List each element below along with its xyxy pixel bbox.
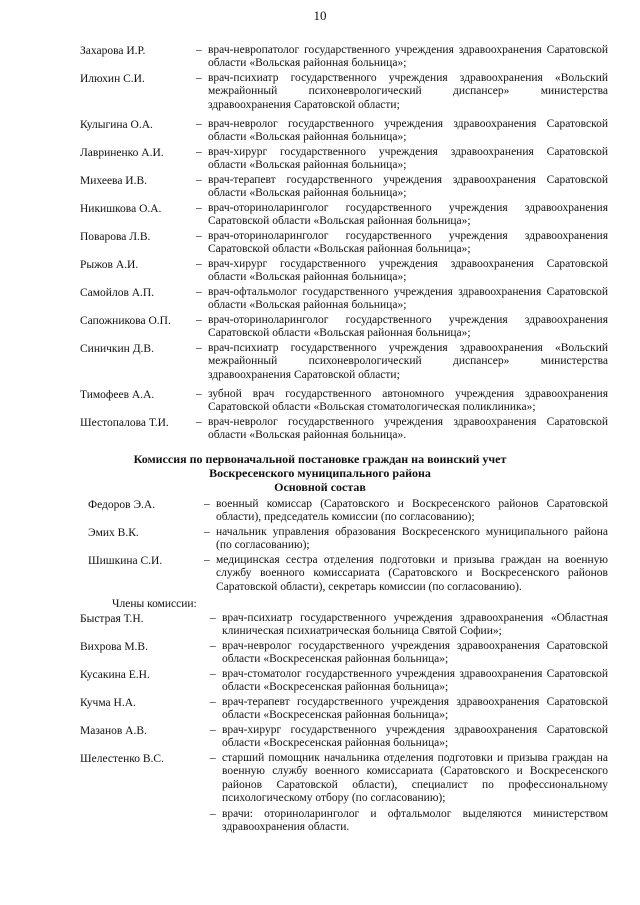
member-name: Федоров Э.А. — [88, 499, 156, 511]
list-item — [0, 388, 640, 415]
list-item — [0, 230, 640, 257]
member-name: Сапожникова О.П. — [80, 315, 171, 327]
member-name: Тимофеев А.А. — [80, 389, 155, 401]
member-role: врач-хирург государственного учреждения здравоохранения Саратовской области «Вольская районная больница»; — [208, 146, 608, 172]
member-name: Вихрова М.В. — [80, 641, 148, 653]
commission-title: Комиссия по первоначальной постановке граждан на воинский учет — [133, 452, 507, 466]
member-role: врач-психиатр государственного учреждения здравоохранения «Вольский межрайонный психоневрологический диспансер» министерства здравоохранения Саратовской области; — [208, 342, 608, 381]
member-name: Кусакина Е.Н. — [80, 669, 150, 681]
dash-marker: – — [204, 498, 210, 510]
main-composition-heading: Основной состав — [274, 480, 366, 494]
member-name: Захарова И.Р. — [80, 45, 146, 57]
dash-marker: – — [196, 416, 202, 428]
dash-marker: – — [196, 44, 202, 56]
member-role: врач-хирург государственного учреждения здравоохранения Саратовской области «Воскресенская районная больница»; — [222, 724, 608, 750]
dash-marker: – — [196, 314, 202, 326]
member-role: врач-невролог государственного учреждения здравоохранения Саратовской области «Воскресенская районная больница»; — [222, 640, 608, 666]
member-role: врач-оториноларинголог государственного учреждения здравоохранения Саратовской области «Вольская районная больница»; — [208, 314, 608, 340]
member-role: врач-оториноларинголог государственного учреждения здравоохранения Саратовской области «Вольская районная больница»; — [208, 230, 608, 256]
dash-marker: – — [210, 752, 216, 764]
list-item — [0, 752, 640, 806]
list-item — [0, 640, 640, 667]
dash-marker: – — [210, 696, 216, 708]
dash-marker: – — [210, 668, 216, 680]
member-name: Илюхин С.И. — [80, 73, 145, 85]
dash-marker: – — [204, 526, 210, 538]
member-role: врач-невролог государственного учреждения здравоохранения Саратовской области «Вольская районная больница»; — [208, 118, 608, 144]
member-name: Михеева И.В. — [80, 175, 148, 187]
member-name: Кучма Н.А. — [80, 697, 136, 709]
dash-marker: – — [210, 724, 216, 736]
dash-marker: – — [196, 146, 202, 158]
member-role: врач-хирург государственного учреждения здравоохранения Саратовской области «Вольская районная больница»; — [208, 258, 608, 284]
member-name: Никишкова О.А. — [80, 203, 162, 215]
dash-marker: – — [204, 554, 210, 566]
member-name: Рыжов А.И. — [80, 259, 139, 271]
member-role: врач-невропатолог государственного учреждения здравоохранения Саратовской области «Вольская районная больница»; — [208, 44, 608, 70]
member-name: Кулыгина О.А. — [80, 119, 153, 131]
member-name: Лавриненко А.И. — [80, 147, 164, 159]
member-name: Эмих В.К. — [88, 527, 139, 539]
member-name: Шелестенко В.С. — [80, 753, 164, 765]
final-note: врачи: оториноларинголог и офтальмолог выделяются министерством здравоохранения области. — [222, 808, 608, 834]
member-role: врач-психиатр государственного учреждения здравоохранения «Областная клиническая психиатрическая больница Святой Софии»; — [222, 612, 608, 638]
list-item — [0, 258, 640, 285]
list-item — [0, 526, 640, 553]
member-name: Синичкин Д.В. — [80, 343, 154, 355]
dash-marker: – — [196, 258, 202, 270]
member-role: медицинская сестра отделения подготовки и призыва граждан на военную службу военного комиссариата (Саратовского и Воскресенского районов Саратовской области), секретарь комиссии (по согласованию). — [216, 554, 608, 593]
list-item — [0, 668, 640, 695]
list-item — [0, 416, 640, 443]
commission-subtitle: Воскресенского муниципального района — [209, 466, 431, 480]
dash-marker: – — [196, 230, 202, 242]
dash-marker: – — [196, 72, 202, 84]
list-item — [0, 498, 640, 525]
member-name: Поварова Л.В. — [80, 231, 151, 243]
member-name: Шестопалова Т.И. — [80, 417, 169, 429]
member-role: начальник управления образования Воскресенского муниципального района (по согласованию); — [216, 526, 608, 552]
member-role: врач-психиатр государственного учреждения здравоохранения «Вольский межрайонный психоневрологический диспансер» министерства здравоохранения Саратовской области; — [208, 72, 608, 111]
member-role: врач-оториноларинголог государственного учреждения здравоохранения Саратовской области «Вольская районная больница»; — [208, 202, 608, 228]
list-item — [0, 808, 640, 835]
list-item — [0, 286, 640, 313]
list-item — [0, 146, 640, 173]
dash-marker: – — [196, 342, 202, 354]
dash-marker: – — [196, 202, 202, 214]
member-role: врач-терапевт государственного учреждения здравоохранения Саратовской области «Воскресенская районная больница»; — [222, 696, 608, 722]
list-item — [0, 202, 640, 229]
member-role: врач-офтальмолог государственного учреждения здравоохранения Саратовской области «Вольская районная больница»; — [208, 286, 608, 312]
list-item — [0, 612, 640, 639]
list-item — [0, 342, 640, 382]
member-name: Шишкина С.И. — [88, 555, 163, 567]
list-item — [0, 174, 640, 201]
list-item — [0, 314, 640, 341]
list-item — [0, 44, 640, 71]
dash-marker: – — [196, 174, 202, 186]
member-role: зубной врач государственного автономного учреждения здравоохранения Саратовской области «Вольская стоматологическая поликлиника»; — [208, 388, 608, 414]
list-item — [0, 72, 640, 112]
member-name: Быстрая Т.Н. — [80, 613, 144, 625]
dash-marker: – — [210, 640, 216, 652]
members-label: Члены комиссии: — [112, 598, 197, 610]
dash-marker: – — [210, 808, 216, 820]
dash-marker: – — [196, 388, 202, 400]
member-name: Мазанов А.В. — [80, 725, 147, 737]
dash-marker: – — [196, 118, 202, 130]
dash-marker: – — [210, 612, 216, 624]
list-item — [0, 724, 640, 751]
list-item — [0, 118, 640, 145]
list-item — [0, 554, 640, 594]
member-role: врач-невролог государственного учреждения здравоохранения Саратовской области «Вольская районная больница». — [208, 416, 608, 442]
member-name: Самойлов А.П. — [80, 287, 155, 299]
member-role: врач-терапевт государственного учреждения здравоохранения Саратовской области «Вольская районная больница»; — [208, 174, 608, 200]
dash-marker: – — [196, 286, 202, 298]
page-number: 10 — [313, 8, 327, 23]
member-role: врач-стоматолог государственного учреждения здравоохранения Саратовской области «Воскресенская районная больница»; — [222, 668, 608, 694]
member-role: старший помощник начальника отделения подготовки и призыва граждан на военную службу военного комиссариата (Саратовского и Воскресенского районов Саратовской области), специалист по профессиональному психологическому отбору (по согласованию); — [222, 752, 608, 805]
member-role: военный комиссар (Саратовского и Воскресенского районов Саратовской области), председатель комиссии (по согласованию); — [216, 498, 608, 524]
list-item — [0, 696, 640, 723]
